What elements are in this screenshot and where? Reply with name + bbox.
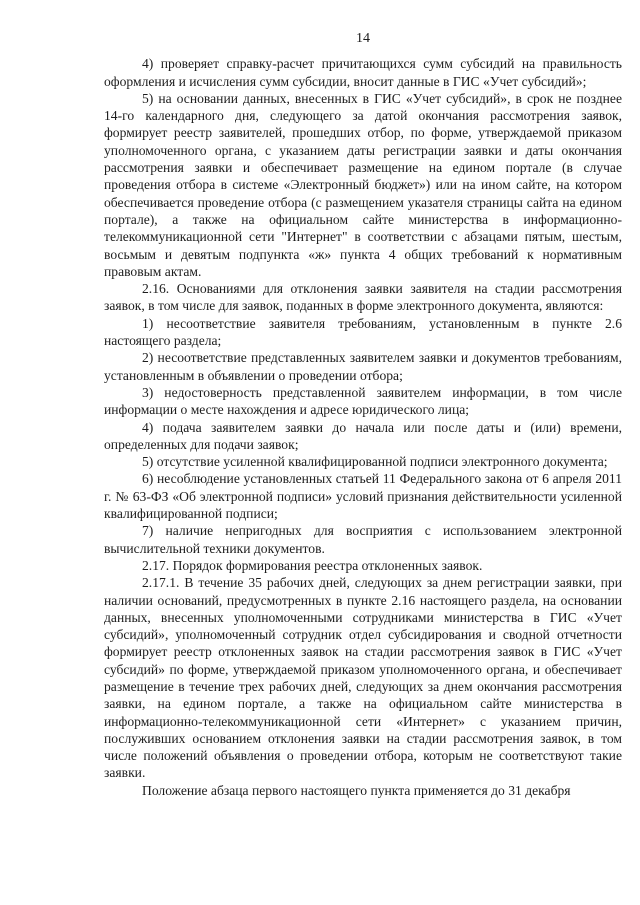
paragraph-2-17-1: 2.17.1. В течение 35 рабочих дней, следующих за днем регистрации заявки, при наличии оснований, предусмотренных в пункте 2.16 настоящего раздела, на основании данных, внесенных уполномоченными сотрудниками министерства в ГИС «Учет субсидий», уполномоченный сотрудник отдел субсидирования и сводной отчетности формирует реестр отклоненных заявок на стадии рассмотрения заявок в ГИС «Учет субсидий» по форме, утверждаемой приказом уполномоченного органа, и обеспечивает размещение в течение трех рабочих дней, следующих за днем окончания рассмотрения заявки, на едином портале, а также на официальном сайте министерства в информационно-телекоммуникационной сети «Интернет» с указанием причин, послуживших основанием отклонения заявки на стадии рассмотрения заявок, в том числе положений объявления о проведении отбора, которым не соответствуют такие заявки. [104,575,622,781]
reason-2: 2) несоответствие представленных заявителем заявки и документов требованиям, установленным в объявлении о проведении отбора; [104,350,622,383]
reason-6: 6) несоблюдение установленных статьей 11 Федерального закона от 6 апреля 2011 г. № 63-ФЗ «Об электронной подписи» условий признания действительности усиленной квалифицированной подписи; [104,471,622,522]
paragraph-2-17: 2.17. Порядок формирования реестра отклоненных заявок. [142,557,483,573]
reason-4: 4) подача заявителем заявки до начала или после даты и (или) времени, определенных для подачи заявок; [104,419,622,452]
paragraph-item-5: 5) на основании данных, внесенных в ГИС «Учет субсидий», в срок не позднее 14-го календарного дня, следующего за датой окончания рассмотрения заявок, формирует реестр заявителей, прошедших отбор, по форме, утверждаемой приказом уполномоченного органа, с указанием даты регистрации заявки и даты окончания рассмотрения заявки и обеспечивает размещение на едином портале (в случае проведения отбора в системе «Электронный бюджет») или на ином сайте, на котором обеспечивается проведение отбора (с размещением указателя страницы сайта на едином портале), а также на официальном сайте министерства в информационно-телекоммуникационной сети "Интернет" в соответствии с абзацами пятым, шестым, восьмым и девятым подпункта «ж» пункта 4 общих требований к нормативным правовым актам. [104,90,622,279]
reason-1: 1) несоответствие заявителя требованиям, установленным в пункте 2.6 настоящего раздела; [104,315,622,349]
paragraph-closing: Положение абзаца первого настоящего пункта применяется до 31 декабря [142,782,571,798]
paragraph-item-4: 4) проверяет справку-расчет причитающихся сумм субсидий на правильность оформления и исчисления сумм субсидии, вносит данные в ГИС «Учет субсидий»; [104,56,622,89]
reason-7: 7) наличие непригодных для восприятия с использованием электронной вычислительной техники документов. [104,523,622,556]
reason-5: 5) отсутствие усиленной квалифицированной подписи электронного документа; [142,454,608,470]
paragraph-2-16: 2.16. Основаниями для отклонения заявки заявителя на стадии рассмотрения заявок, в том числе для заявок, поданных в форме электронного документа, являются: [104,281,622,314]
reason-3: 3) недостоверность представленной заявителем информации, в том числе информации о месте нахождения и адресе юридического лица; [104,384,622,418]
page-number: 14 [356,31,370,46]
document-body [104,55,622,799]
